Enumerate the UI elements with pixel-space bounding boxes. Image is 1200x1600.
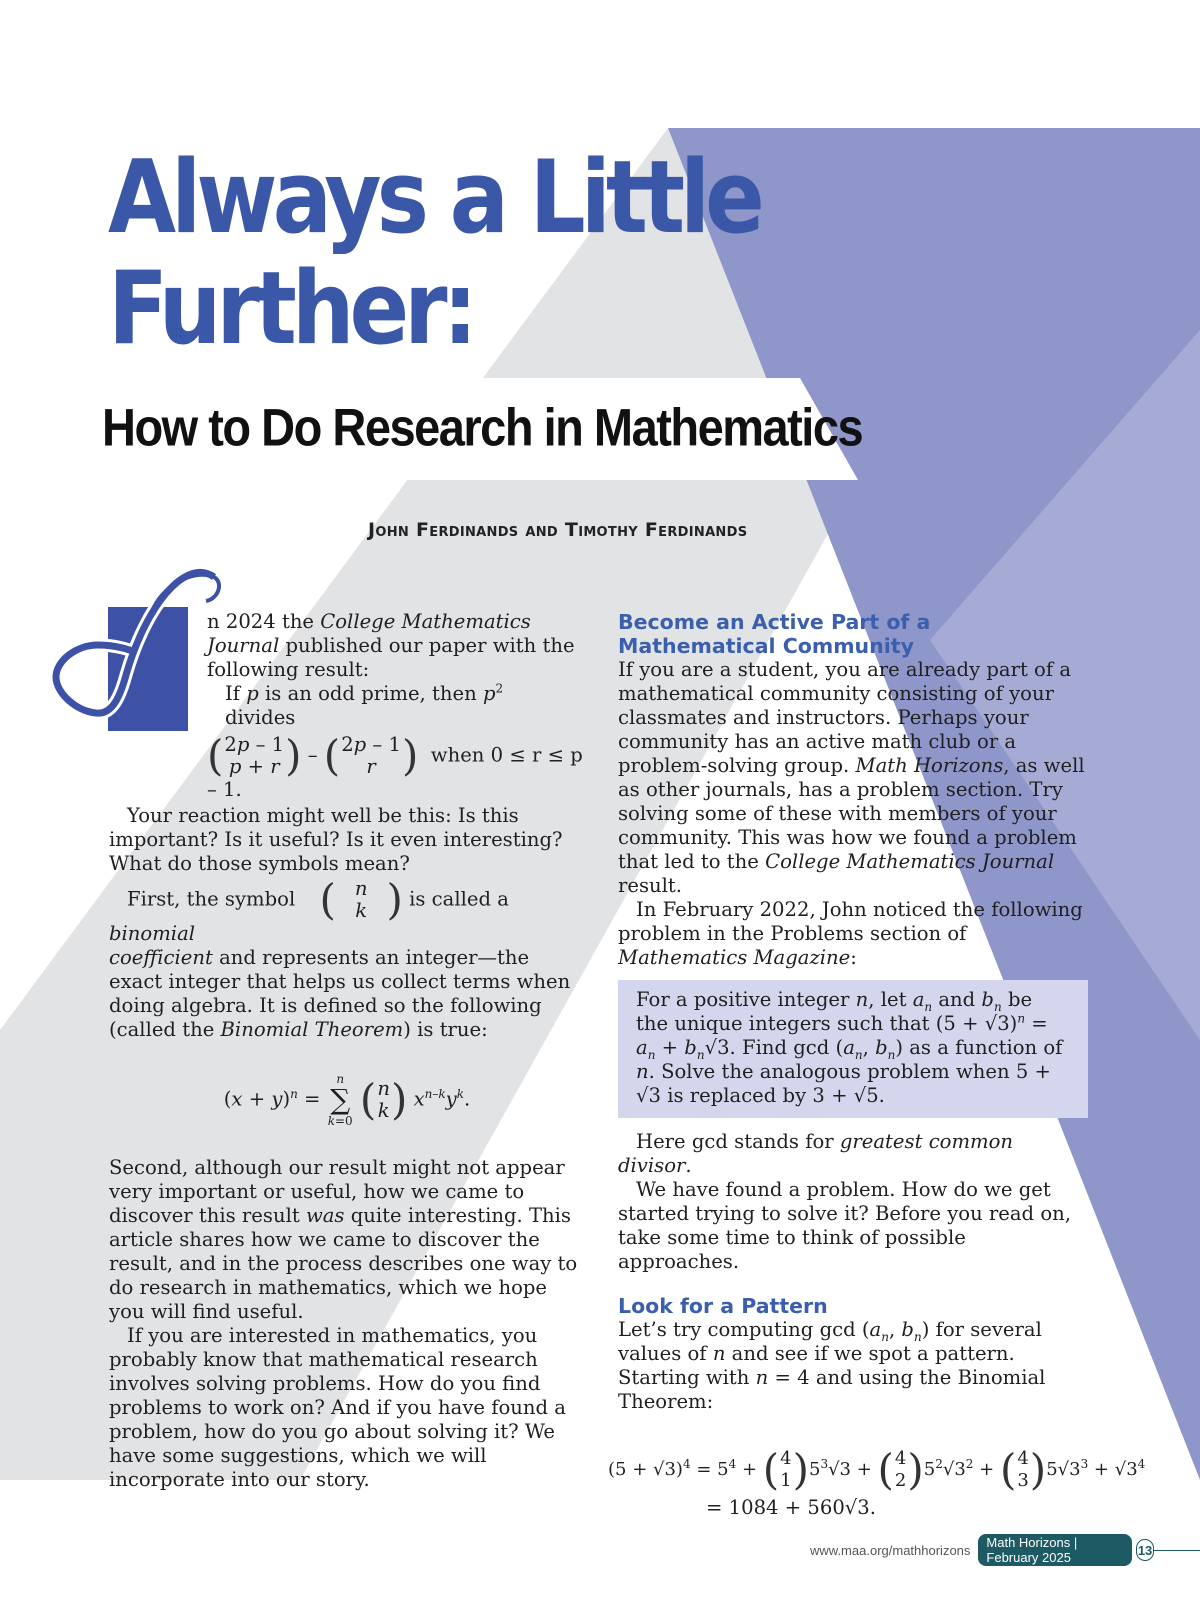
paragraph-gcd: Here gcd stands for greatest common divisor. xyxy=(618,1130,1014,1177)
theorem-formula: ( 2p – 1 p + r ) – ( 2p – 1 r ) when 0 ≤ r ≤ p – 1. xyxy=(207,731,583,801)
byline: John Ferdinands and Timothy Ferdinands xyxy=(368,519,748,541)
drop-cap-letter xyxy=(36,565,226,725)
paragraph-found-problem: We have found a problem. How do we get started trying to solve it? Before you read on, take some time to think of possible approaches. xyxy=(618,1178,1071,1273)
right-column xyxy=(608,610,1146,1520)
heading-active-community: Become an Active Part of a Mathematical Community xyxy=(618,610,931,658)
left-column xyxy=(109,610,585,1492)
page-number: 13 xyxy=(1136,1539,1153,1561)
expansion-formula: $(5 + √3)^4 = 5^4$ + ( 4 1 ) $5^3√3$ + ( 4 2 ) $5^2√3^2$ + ( 4 3 ) $5√3^3 + √3^4$ xyxy=(608,1445,1146,1494)
paragraph-february: In February 2022, John noticed the following problem in the Problems section of Mathematics Magazine: xyxy=(618,898,1083,969)
paragraph-binomial: First, the symbol ( n k ) is called a binomial xyxy=(109,875,509,945)
page-footer xyxy=(810,1534,1200,1566)
paragraph-pattern: Let’s try computing $\gcd (a_n$, $b_n$) for several values of n and see if we spot a pattern. Starting with n = 4 and using the Binomial Theorem: xyxy=(618,1318,1046,1413)
expansion-result: = 1084 + 560√3. xyxy=(706,1496,876,1519)
footer-url[interactable]: www.maa.org/mathhorizons xyxy=(810,1542,971,1558)
title-line-1: Always a Little xyxy=(108,137,760,257)
title-line-2: Further: xyxy=(108,248,473,368)
heading-look-for-pattern: Look for a Pattern xyxy=(618,1294,828,1318)
paragraph-reaction: Your reaction might well be this: Is this important? Is it useful? Is it even interesting? What do those symbols mean? xyxy=(109,804,563,875)
footer-rule xyxy=(1154,1550,1200,1551)
paragraph-binomial-cont: coefficient and represents an integer—the exact integer that helps us collect terms when doing algebra. It is defined so the following (called the Binomial Theorem) is true: xyxy=(109,946,571,1041)
problem-box: For a positive integer n, let $a_n$ and $b_n$ be the unique integers such that $(5 + √3)^n = a_n + b_n√3$. Find $\gcd (a_n$, $b_n$) as a function of n. Solve the analogous problem when 5 + √3 is replaced by 3 + √5. xyxy=(618,980,1088,1118)
theorem-line: If p is an odd prime, then $p^2$ divides xyxy=(225,681,504,729)
footer-issue: Math Horizons | February 2025 xyxy=(978,1534,1132,1566)
paragraph-second: Second, although our result might not appear very important or useful, how we came to discover this result was quite interesting. This article shares how we came to discover the result, and in the process describes one way to do research in mathematics, which we hope you will find useful. xyxy=(109,1156,578,1323)
binomial-theorem-formula: $(x + y)^n$ = n ∑ k=0 ( n k ) $x^{n-k}y^k$. xyxy=(223,1072,471,1128)
intro-paragraph: n 2024 the College Mathematics Journal published our paper with the following result: xyxy=(207,610,575,681)
subtitle: How to Do Research in Mathematics xyxy=(102,397,863,457)
paragraph-interested: If you are interested in mathematics, you probably know that mathematical research involves solving problems. How do you find problems to work on? And if you have found a problem, how do you go about solving it? We have some suggestions, which we will incorporate into our story. xyxy=(109,1324,566,1491)
paragraph-student: If you are a student, you are already part of a mathematical community consisting of your classmates and instructors. Perhaps your community has an active math club or a problem-solving group. Math Horizons, as well as other journals, has a problem section. Try solving some of these with members of your community. This was how we found a problem that led to the College Mathematics Journal result. xyxy=(618,658,1085,897)
